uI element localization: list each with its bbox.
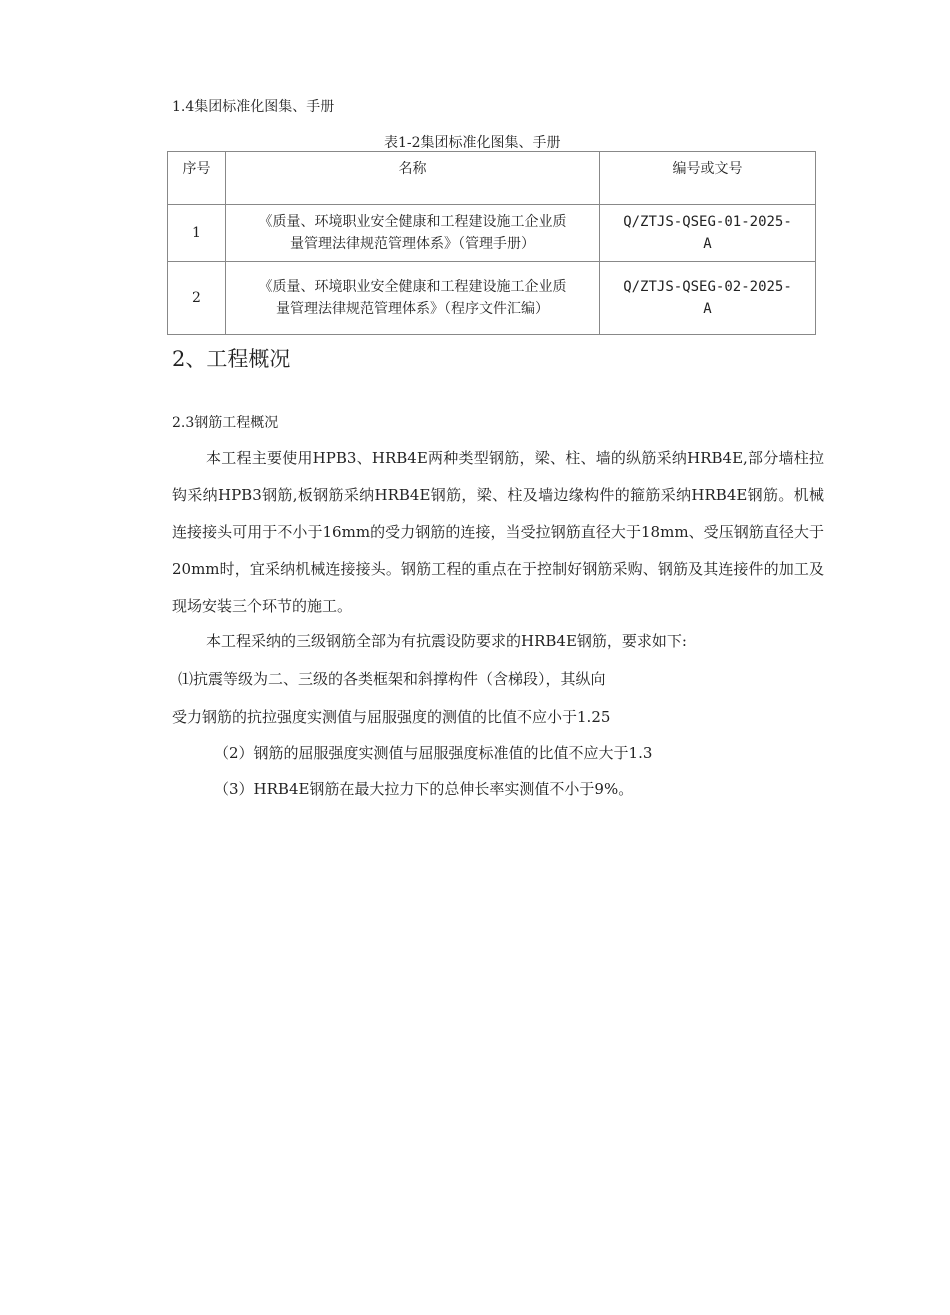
- table-row: [168, 205, 816, 262]
- cell-name-line: 量管理法律规范管理体系》（管理手册）: [290, 236, 535, 252]
- cell-code-line: A: [703, 301, 712, 317]
- body-paragraph: 本工程采纳的三级钢筋全部为有抗震设防要求的HRB4E钢筋，要求如下:: [206, 632, 687, 650]
- cell-code: [600, 205, 816, 262]
- cell-name: [226, 262, 600, 335]
- requirement-3: （3）HRB4E钢筋在最大拉力下的总伸长率实测值不小于9%。: [214, 780, 634, 798]
- header-cell-code: 编号或文号: [600, 152, 816, 205]
- section-heading-2: 2、工程概况: [172, 347, 291, 371]
- requirement-1-line: ⑴抗震等级为二、三级的各类框架和斜撑构件（含梯段），其纵向: [178, 670, 606, 688]
- cell-code-line: Q/ZTJS-QSEG-02-2025-: [623, 279, 792, 295]
- requirement-2: （2）钢筋的屈服强度实测值与屈服强度标准值的比值不应大于1.3: [214, 744, 653, 762]
- cell-name-line: 量管理法律规范管理体系》（程序文件汇编）: [276, 301, 549, 317]
- table-row: [168, 262, 816, 335]
- cell-code-line: Q/ZTJS-QSEG-01-2025-: [623, 214, 792, 230]
- section-heading-2-3: 2.3钢筋工程概况: [172, 415, 279, 431]
- cell-code-line: A: [703, 236, 712, 252]
- cell-code: [600, 262, 816, 335]
- requirement-1-line: 受力钢筋的抗拉强度实测值与屈服强度的测值的比值不应小于1.25: [172, 708, 611, 726]
- cell-name-line: 《质量、环境职业安全健康和工程建设施工企业质: [258, 214, 567, 230]
- table-header-row: [168, 152, 816, 205]
- cell-no: 2: [168, 262, 226, 335]
- section-heading-1-4: 1.4集团标准化图集、手册: [172, 99, 335, 115]
- header-cell-name: 名称: [226, 152, 600, 205]
- standards-table: [167, 151, 816, 335]
- cell-name-line: 《质量、环境职业安全健康和工程建设施工企业质: [258, 279, 567, 295]
- cell-no: 1: [168, 205, 226, 262]
- body-paragraph: 本工程主要使用HPB3、HRB4E两种类型钢筋，梁、柱、墙的纵筋采纳HRB4E,部分墙柱拉钩采纳HPB3钢筋,板钢筋采纳HRB4E钢筋，梁、柱及墙边缘构件的箍筋采纳HRB4E钢筋。机械连接接头可用于不小于16mm的受力钢筋的连接，当受拉钢筋直径大于18mm、受压钢筋直径大于20mm时，宜采纳机械连接接头。钢筋工程的重点在于控制好钢筋采购、钢筋及其连接件的加工及现场安装三个环节的施工。: [172, 449, 824, 615]
- cell-name: [226, 205, 600, 262]
- header-cell-no: 序号: [168, 152, 226, 205]
- table-caption: 表1-2集团标准化图集、手册: [384, 135, 561, 151]
